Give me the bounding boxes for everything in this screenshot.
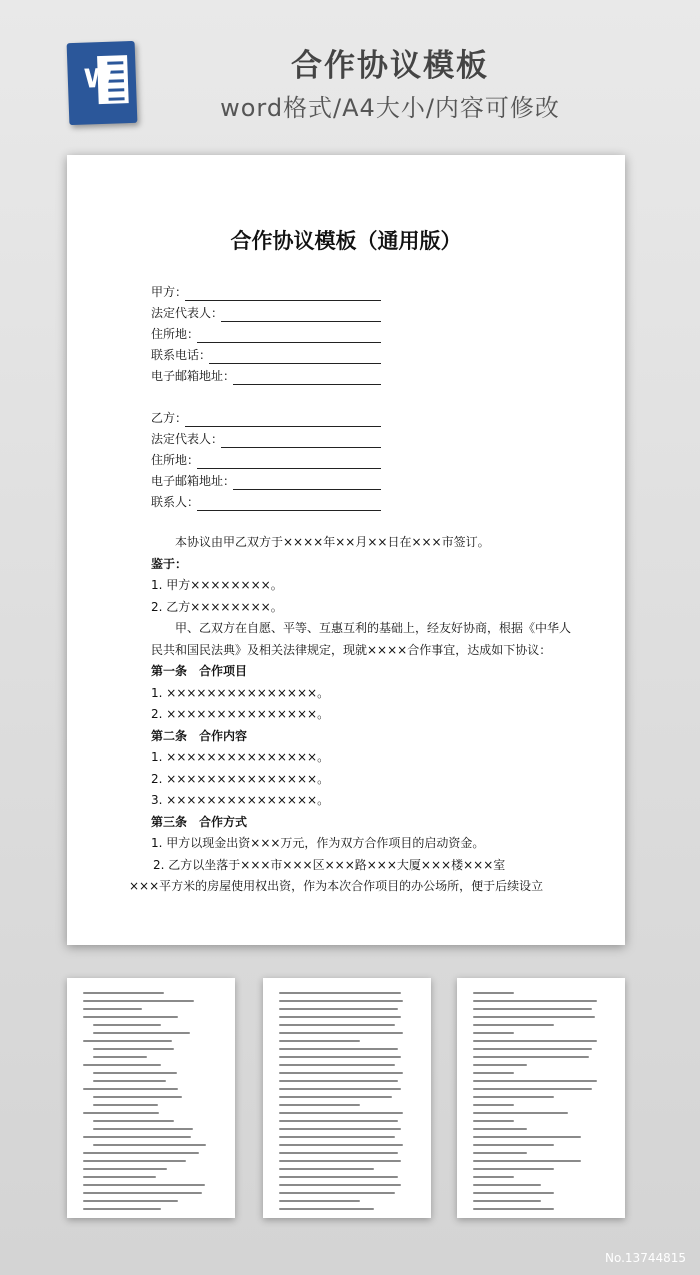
- thumbnail-text-line: [473, 1208, 554, 1210]
- thumbnail-text-line: [93, 1072, 177, 1074]
- thumbnail-text-line: [473, 1176, 514, 1178]
- thumbnail-text-line: [473, 1088, 592, 1090]
- thumbnail-text-line: [279, 1136, 395, 1138]
- article-2-item: 3. ×××××××××××××××。: [151, 793, 330, 807]
- paragraph-basis-cont: 民共和国民法典》及相关法律规定，现就××××合作事宜，达成如下协议：: [151, 642, 552, 657]
- thumbnail-text-line: [279, 1056, 401, 1058]
- document-title: 合作协议模板（通用版）: [230, 229, 462, 253]
- article-3-item: 2. 乙方以坐落于×××市×××区×××路×××大厦×××楼×××室: [129, 857, 506, 872]
- thumbnail-text-line: [93, 1128, 193, 1130]
- thumbnail-text-line: [93, 1056, 147, 1058]
- thumbnail-text-line: [279, 1112, 403, 1114]
- thumbnail-text-line: [279, 992, 401, 994]
- thumbnail-text-line: [473, 1080, 597, 1082]
- thumbnail-text-line: [473, 1152, 527, 1154]
- thumbnail-text-line: [83, 1168, 167, 1170]
- thumbnail-text-line: [279, 1184, 401, 1186]
- party-b-address-field: 住所地：: [151, 449, 451, 471]
- thumbnail-text-line: [279, 1144, 403, 1146]
- thumbnail-text-line: [473, 1024, 554, 1026]
- thumbnail-text-line: [473, 1104, 514, 1106]
- thumbnail-text-line: [473, 1032, 514, 1034]
- thumbnail-text-line: [83, 1184, 205, 1186]
- thumbnail-text-line: [93, 1120, 174, 1122]
- thumbnail-text-line: [83, 1192, 202, 1194]
- thumbnail-text-line: [279, 1064, 395, 1066]
- thumbnail-text-line: [279, 1152, 398, 1154]
- article-1-heading: 第一条 合作项目: [151, 664, 248, 678]
- party-b-representative-field: 法定代表人：: [151, 428, 451, 450]
- thumbnail-text-line: [83, 1040, 172, 1042]
- thumbnail-text-line: [279, 1048, 398, 1050]
- thumbnail-text-line: [279, 1200, 360, 1202]
- thumbnail-text-line: [279, 1032, 403, 1034]
- thumbnail-text-line: [83, 1000, 194, 1002]
- party-a-address-field: 住所地：: [151, 323, 451, 345]
- thumbnail-text-line: [473, 1056, 589, 1058]
- thumbnail-text-line: [83, 1160, 186, 1162]
- thumbnail-text-line: [473, 1136, 581, 1138]
- thumbnail-text-line: [473, 1160, 581, 1162]
- thumbnail-text-line: [279, 1024, 395, 1026]
- paragraph-signing: 本协议由甲乙双方于××××年××月××日在×××市签订。: [151, 535, 490, 549]
- thumbnail-text-line: [83, 1008, 142, 1010]
- thumbnail-text-line: [279, 1128, 401, 1130]
- thumbnail-text-line: [279, 1160, 401, 1162]
- thumbnail-text-line: [279, 1120, 398, 1122]
- thumbnail-text-line: [93, 1048, 174, 1050]
- header-title: 合作协议模板: [291, 48, 489, 84]
- thumbnail-text-line: [279, 1080, 398, 1082]
- party-a-field: 甲方：: [151, 281, 451, 303]
- thumbnail-text-line: [83, 1208, 161, 1210]
- article-3-heading: 第三条 合作方式: [151, 814, 248, 829]
- thumbnail-text-line: [83, 1064, 161, 1066]
- thumbnail-text-line: [279, 1008, 398, 1010]
- thumbnail-text-line: [279, 1176, 398, 1178]
- thumbnail-text-line: [83, 1112, 159, 1114]
- thumbnail-text-line: [473, 1112, 568, 1114]
- paragraph-basis: 甲、乙双方在自愿、平等、互惠互利的基础上，经友好协商，根据《中华人: [151, 621, 572, 635]
- thumbnail-text-line: [473, 1144, 554, 1146]
- thumbnail-text-line: [473, 1064, 527, 1066]
- word-icon-letter: W: [83, 63, 114, 95]
- party-a-representative-field: 法定代表人：: [151, 302, 451, 324]
- thumbnail-text-line: [473, 1072, 514, 1074]
- thumbnail-text-line: [83, 1088, 178, 1090]
- thumbnail-text-line: [93, 1096, 182, 1098]
- document-page-preview: [67, 155, 625, 945]
- image-id-label: No.13744815: [605, 1251, 686, 1265]
- thumbnail-text-line: [279, 1088, 401, 1090]
- thumbnail-text-line: [279, 1208, 374, 1210]
- party-a-email-field: 电子邮箱地址：: [151, 365, 451, 387]
- page-thumbnail-4: [457, 978, 625, 1218]
- article-1-item: 1. ×××××××××××××××。: [151, 685, 330, 700]
- thumbnail-text-line: [279, 1168, 374, 1170]
- thumbnail-text-line: [83, 1136, 191, 1138]
- thumbnail-text-line: [93, 1032, 190, 1034]
- thumbnail-text-line: [473, 1128, 527, 1130]
- thumbnail-text-line: [473, 1184, 541, 1186]
- thumbnail-text-line: [93, 1024, 161, 1026]
- thumbnail-text-line: [473, 1008, 592, 1010]
- thumbnail-text-line: [83, 1152, 199, 1154]
- thumbnail-text-line: [83, 992, 164, 994]
- article-1-item: 2. ×××××××××××××××。: [151, 707, 330, 721]
- thumbnail-text-line: [279, 1096, 392, 1098]
- thumbnail-text-line: [279, 1016, 401, 1018]
- thumbnail-text-line: [279, 1000, 403, 1002]
- thumbnail-text-line: [473, 1200, 541, 1202]
- thumbnail-text-line: [83, 1016, 178, 1018]
- article-2-heading: 第二条 合作内容: [151, 728, 248, 743]
- thumbnail-text-line: [83, 1176, 156, 1178]
- article-2-item: 1. ×××××××××××××××。: [151, 750, 330, 764]
- thumbnail-text-line: [93, 1080, 166, 1082]
- word-file-icon: [67, 41, 138, 125]
- article-2-item: 2. ×××××××××××××××。: [151, 771, 330, 786]
- thumbnail-text-line: [279, 1040, 360, 1042]
- thumbnail-text-line: [279, 1072, 403, 1074]
- thumbnail-text-line: [279, 1192, 395, 1194]
- party-b-contact-field: 联系人：: [151, 491, 451, 513]
- thumbnail-text-line: [473, 1000, 597, 1002]
- thumbnail-text-line: [473, 1168, 554, 1170]
- article-3-item: 1. 甲方以现金出资×××万元，作为双方合作项目的启动资金。: [151, 836, 485, 850]
- party-b-field: 乙方：: [151, 407, 451, 429]
- thumbnail-text-line: [473, 1040, 597, 1042]
- thumbnail-text-line: [473, 1120, 514, 1122]
- party-a-phone-field: 联系电话：: [151, 344, 451, 366]
- thumbnail-text-line: [473, 1016, 595, 1018]
- article-3-item-cont: ×××平方米的房屋使用权出资，作为本次合作项目的办公场所，便于后续设立: [129, 879, 544, 893]
- thumbnail-text-line: [83, 1200, 178, 1202]
- thumbnail-text-line: [93, 1144, 206, 1146]
- thumbnail-text-line: [279, 1104, 360, 1106]
- paragraph-party-b-item: 2. 乙方××××××××。: [151, 599, 283, 614]
- paragraph-party-a-item: 1. 甲方××××××××。: [151, 578, 283, 592]
- page-thumbnail-3: [263, 978, 431, 1218]
- thumbnail-text-line: [473, 992, 514, 994]
- thumbnail-text-line: [93, 1104, 158, 1106]
- thumbnail-text-line: [473, 1048, 592, 1050]
- party-b-email-field: 电子邮箱地址：: [151, 470, 451, 492]
- paragraph-whereas: 鉴于：: [151, 556, 188, 571]
- page-thumbnail-2: [67, 978, 235, 1218]
- header-subtitle: word格式/A4大小/内容可修改: [220, 94, 560, 122]
- agreement-body: [129, 532, 572, 898]
- thumbnail-text-line: [473, 1192, 554, 1194]
- thumbnail-text-line: [473, 1096, 554, 1098]
